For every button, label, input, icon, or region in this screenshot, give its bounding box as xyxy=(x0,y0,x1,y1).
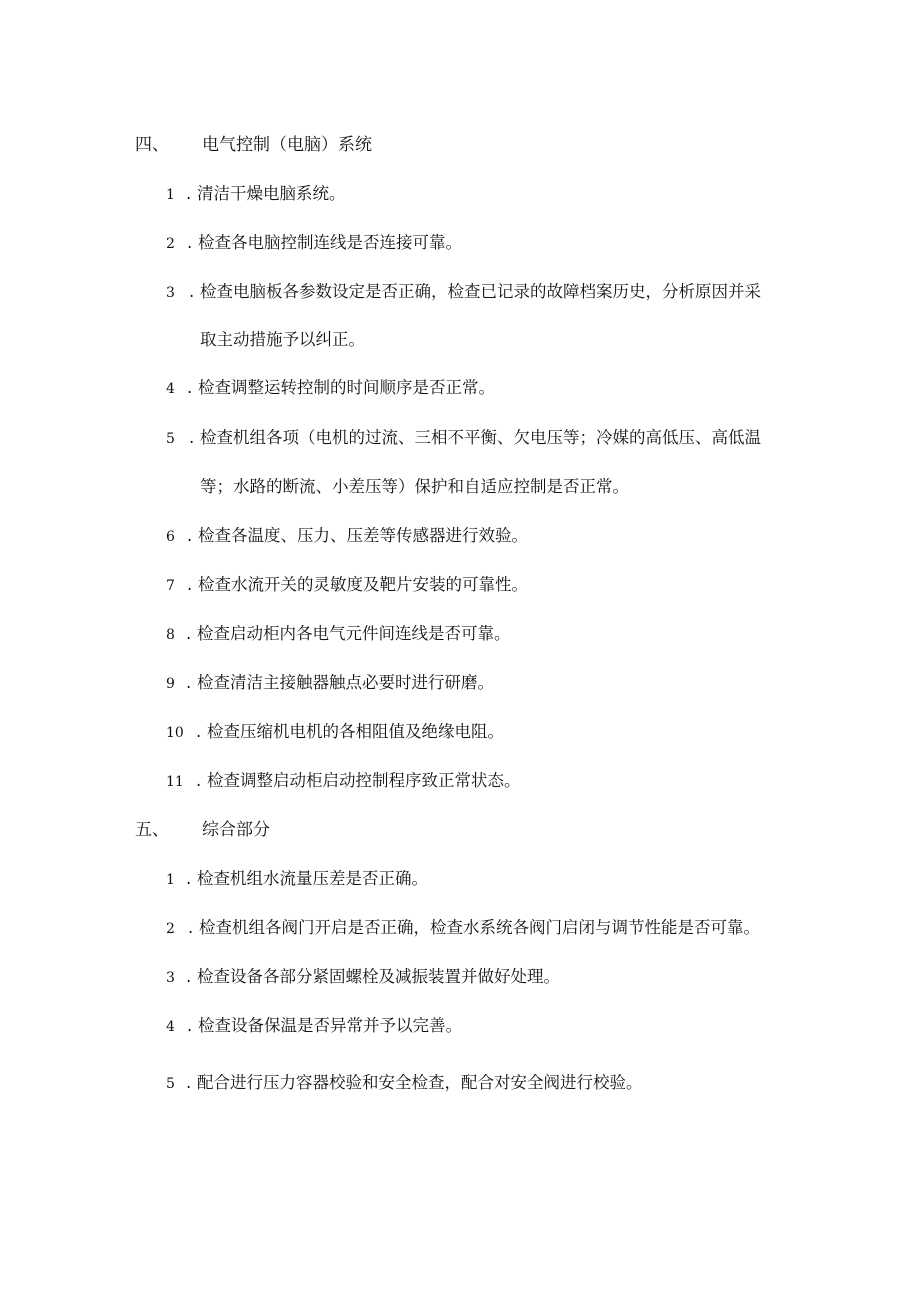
item-separator: . xyxy=(186,1073,192,1092)
item-number: 10 xyxy=(166,725,184,741)
item-separator: . xyxy=(187,233,193,252)
item-separator: . xyxy=(186,967,192,986)
item-number: 3 xyxy=(166,285,175,301)
item-text: 检查清洁主接触器触点必要时进行研磨。 xyxy=(197,673,494,692)
section-5-number: 五、 xyxy=(135,820,169,840)
item-text: 检查电脑板各参数设定是否正确，检查已记录的故障档案历史，分析原因并采 xyxy=(200,282,761,301)
item-text: 检查各电脑控制连线是否连接可靠。 xyxy=(198,233,462,252)
item-text: 检查设备各部分紧固螺栓及减振装置并做好处理。 xyxy=(197,967,560,986)
item-number: 2 xyxy=(166,236,175,252)
item-text: 检查调整启动柜启动控制程序致正常状态。 xyxy=(207,771,521,790)
item-text: 检查机组水流量压差是否正确。 xyxy=(197,869,428,888)
item-separator: . xyxy=(189,428,195,447)
item-separator: . xyxy=(187,1016,193,1035)
item-number: 5 xyxy=(166,431,175,447)
item-text-continuation: 取主动措施予以纠正。 xyxy=(200,330,365,349)
item-number: 11 xyxy=(166,774,184,790)
item-number: 2 xyxy=(166,921,175,937)
item-text: 检查机组各项（电机的过流、三相不平衡、欠电压等；冷媒的高低压、高低温 xyxy=(200,428,761,447)
item-number: 5 xyxy=(166,1076,175,1092)
item-separator: . xyxy=(187,378,193,397)
item-number: 4 xyxy=(166,1019,175,1035)
item-text: 检查各温度、压力、压差等传感器进行效验。 xyxy=(198,526,528,545)
item-number: 1 xyxy=(166,872,175,888)
item-separator: . xyxy=(186,673,192,692)
item-number: 9 xyxy=(166,676,175,692)
item-separator: . xyxy=(189,282,195,301)
item-text: 检查启动柜内各电气元件间连线是否可靠。 xyxy=(197,624,511,643)
section-5-title: 综合部分 xyxy=(202,820,270,840)
item-separator: . xyxy=(186,184,192,203)
item-separator: . xyxy=(187,575,193,594)
section-4-title: 电气控制（电脑）系统 xyxy=(202,135,372,155)
item-text: 检查压缩机电机的各相阻值及绝缘电阻。 xyxy=(207,722,504,741)
item-separator: . xyxy=(196,771,202,790)
item-text: 检查水流开关的灵敏度及靶片安装的可靠性。 xyxy=(198,575,528,594)
item-number: 7 xyxy=(166,578,175,594)
item-text: 检查设备保温是否异常并予以完善。 xyxy=(198,1016,462,1035)
item-separator: . xyxy=(186,624,192,643)
item-number: 6 xyxy=(166,529,175,545)
section-4-number: 四、 xyxy=(135,135,169,155)
item-separator: . xyxy=(186,869,192,888)
item-text: 检查机组各阀门开启是否正确，检查水系统各阀门启闭与调节性能是否可靠。 xyxy=(199,918,760,937)
item-separator: . xyxy=(188,918,194,937)
item-number: 3 xyxy=(166,970,175,986)
item-text: 检查调整运转控制的时间顺序是否正常。 xyxy=(198,378,495,397)
item-number: 1 xyxy=(166,187,175,203)
item-text: 清洁干燥电脑系统。 xyxy=(197,184,346,203)
item-number: 4 xyxy=(166,381,175,397)
item-separator: . xyxy=(196,722,202,741)
item-separator: . xyxy=(187,526,193,545)
item-text: 配合进行压力容器校验和安全检查，配合对安全阀进行校验。 xyxy=(197,1073,643,1092)
item-number: 8 xyxy=(166,627,175,643)
item-text-continuation: 等；水路的断流、小差压等）保护和自适应控制是否正常。 xyxy=(200,477,629,496)
